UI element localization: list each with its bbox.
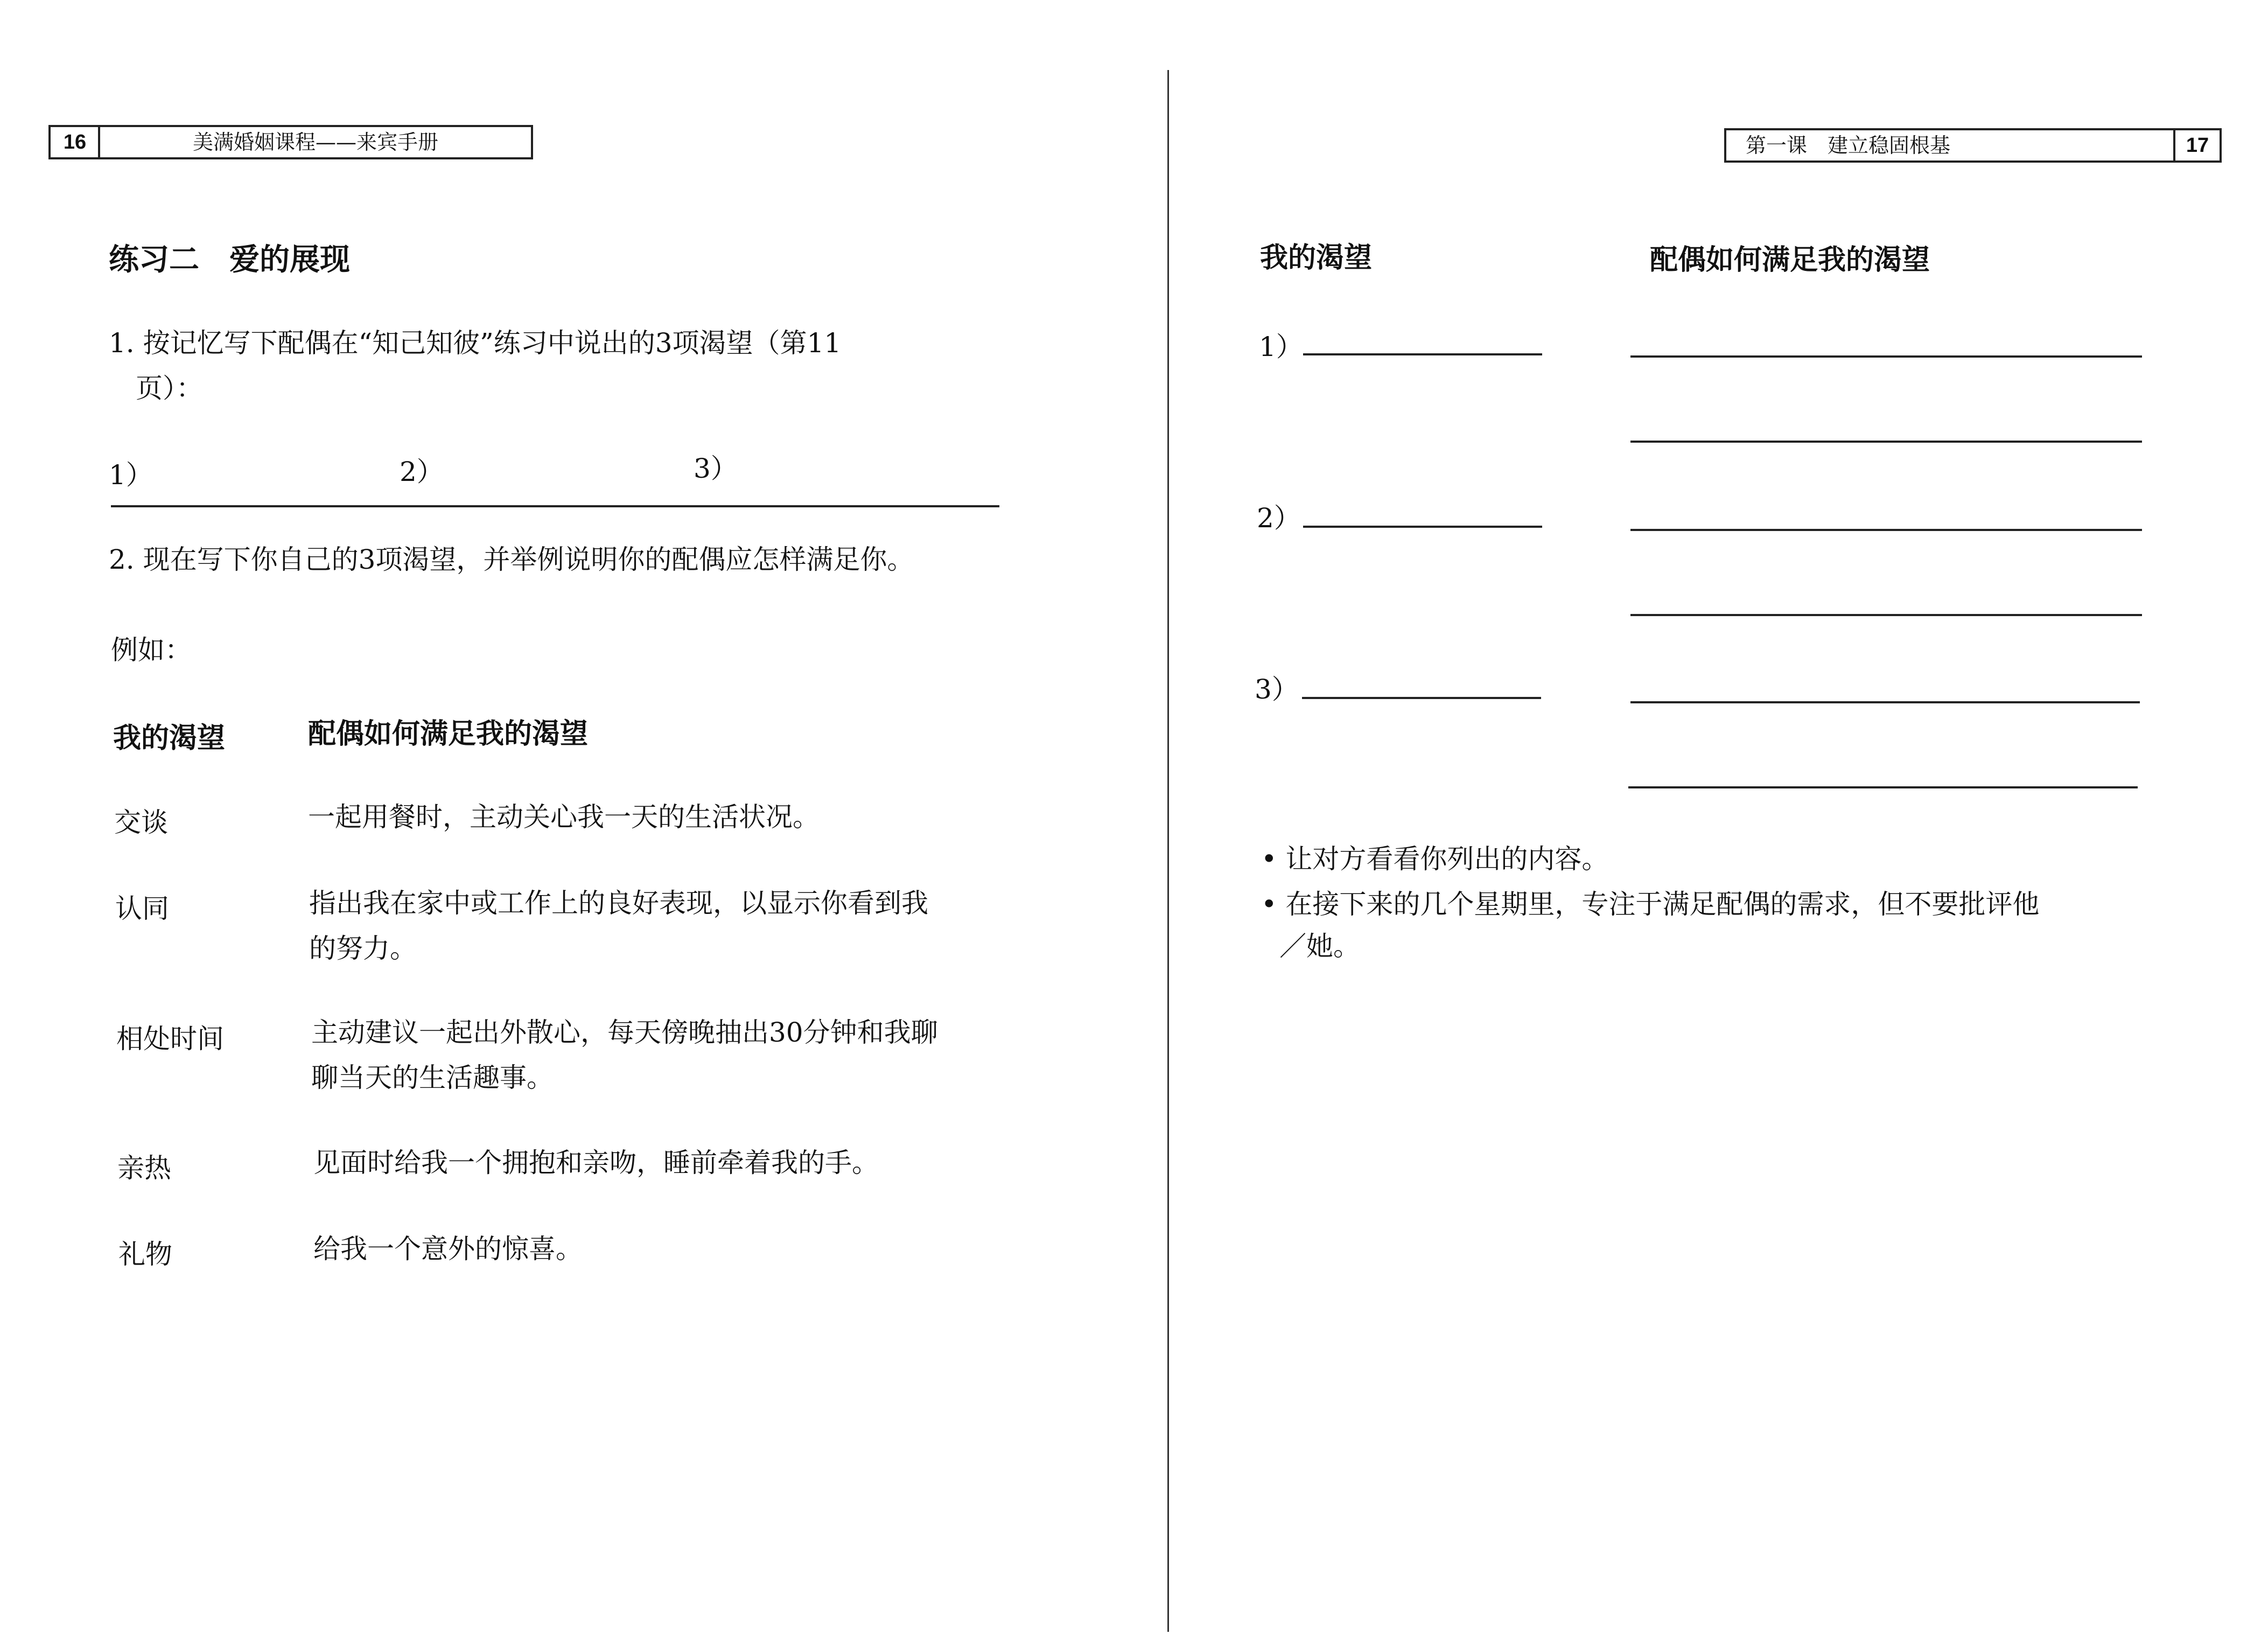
example-how: 指出我在家中或工作上的良好表现，以显示你看到我 xyxy=(309,888,928,919)
binding-fold xyxy=(1167,70,1169,1632)
slot-2: 2） xyxy=(400,456,444,487)
example-how: 主动建议一起出外散心，每天傍晚抽出30分钟和我聊 xyxy=(311,1017,938,1048)
header-title: 美满婚姻课程——来宾手册 xyxy=(192,130,438,154)
example-desire: 礼物 xyxy=(118,1239,172,1270)
left-header xyxy=(48,125,533,159)
question-1-continued: 页）： xyxy=(136,373,203,404)
column-my-desire: 我的渴望 xyxy=(113,722,226,755)
example-desire: 交谈 xyxy=(114,807,168,838)
bullet-item: • 在接下来的几个星期里，专注于满足配偶的需求，但不要批评他 xyxy=(1261,889,2040,920)
how-blank[interactable] xyxy=(1630,441,2142,443)
example-how: 给我一个意外的惊喜。 xyxy=(313,1233,583,1265)
desire-blank[interactable] xyxy=(1302,697,1541,699)
row-number: 1） xyxy=(1259,331,1303,362)
page-number: 17 xyxy=(2186,134,2209,157)
column-how: 配偶如何满足我的渴望 xyxy=(308,718,589,750)
question-2: 2. 现在写下你自己的3项渴望，并举例说明你的配偶应怎样满足你。 xyxy=(109,544,914,575)
exercise-title: 练习二 爱的展现 xyxy=(109,242,350,277)
bullet-item-continued: ／她。 xyxy=(1279,931,1360,962)
answer-line[interactable] xyxy=(111,505,999,507)
row-number: 3） xyxy=(1255,674,1299,705)
example-desire: 亲热 xyxy=(117,1153,171,1184)
question-1: 1. 按记忆写下配偶在“知己知彼”练习中说出的3项渴望（第11 xyxy=(109,327,842,359)
example-label: 例如： xyxy=(111,634,192,666)
slot-1: 1） xyxy=(109,459,153,491)
header-title: 第一课 建立稳固根基 xyxy=(1746,134,1951,157)
column-how: 配偶如何满足我的渴望 xyxy=(1650,244,1930,276)
column-my-desire: 我的渴望 xyxy=(1260,242,1373,274)
desire-blank[interactable] xyxy=(1303,353,1542,355)
slot-3: 3） xyxy=(694,453,738,484)
how-blank[interactable] xyxy=(1630,529,2142,531)
bullet-item: • 让对方看看你列出的内容。 xyxy=(1261,843,1609,875)
example-how: 聊当天的生活趣事。 xyxy=(311,1062,554,1093)
how-blank[interactable] xyxy=(1628,786,2138,788)
how-blank[interactable] xyxy=(1630,355,2142,358)
example-desire: 认同 xyxy=(115,893,169,924)
example-how: 见面时给我一个拥抱和亲吻，睡前牵着我的手。 xyxy=(313,1147,879,1178)
desire-blank[interactable] xyxy=(1303,526,1542,528)
example-how: 一起用餐时，主动关心我一天的生活状况。 xyxy=(308,801,820,833)
row-number: 2） xyxy=(1257,502,1301,534)
right-header xyxy=(1724,128,2222,163)
example-desire: 相处时间 xyxy=(116,1023,224,1055)
page-number: 16 xyxy=(63,131,87,153)
how-blank[interactable] xyxy=(1630,614,2142,616)
how-blank[interactable] xyxy=(1630,701,2140,703)
example-how: 的努力。 xyxy=(309,933,417,964)
